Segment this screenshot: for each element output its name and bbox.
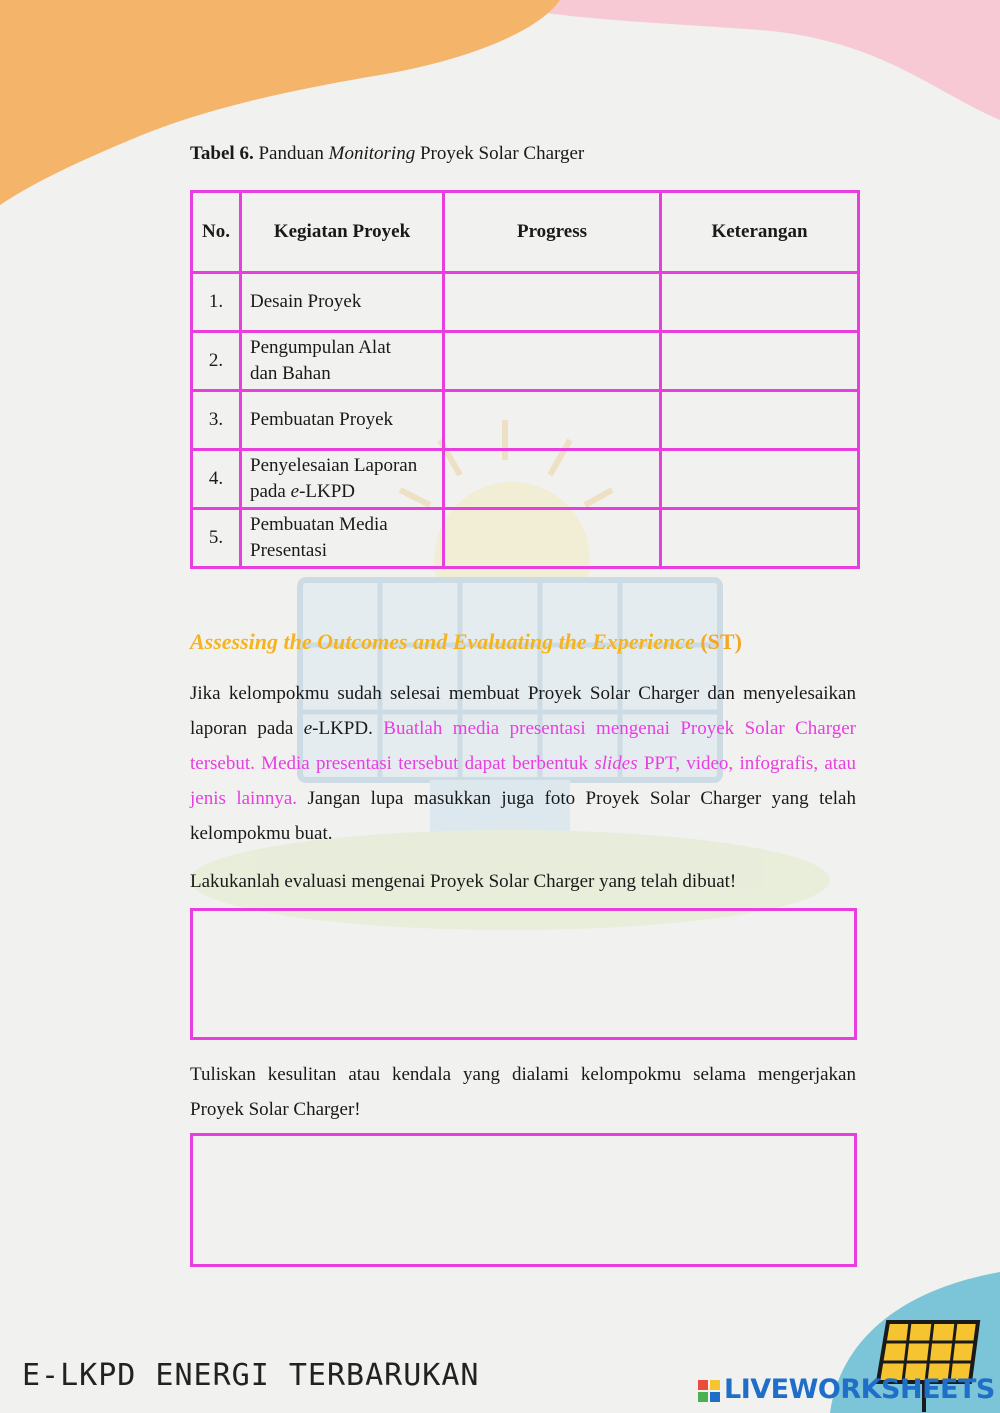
evaluation-answer-box[interactable] <box>190 908 857 1040</box>
progress-cell[interactable] <box>444 332 661 391</box>
kegiatan-line2-italic: e <box>290 481 300 502</box>
row-kegiatan <box>241 332 444 391</box>
kegiatan-line1: Pengumpulan Alat <box>250 337 391 358</box>
keterangan-cell[interactable] <box>661 450 859 509</box>
table-row <box>192 332 859 391</box>
kegiatan-line2-post: -LKPD <box>299 481 356 502</box>
kegiatan-line2: Presentasi <box>250 540 328 561</box>
paragraph-pink-1: Buatlah media presentasi mengenai Proyek Solar Charger tersebut. Media presentasi tersebut dapat berbentuk <box>190 718 856 774</box>
row-kegiatan: Desain Proyek <box>241 273 444 332</box>
paragraph-text-3: Jangan lupa masukkan juga foto Proyek Solar Charger yang telah kelompokmu buat. <box>190 788 856 844</box>
footer-title: E-LKPD ENERGI TERBARUKAN <box>22 1358 480 1393</box>
progress-cell[interactable] <box>444 509 661 568</box>
row-kegiatan <box>241 450 444 509</box>
header-keterangan: Keterangan <box>661 192 859 273</box>
row-no: 4. <box>192 450 241 509</box>
table-row <box>192 509 859 568</box>
row-no: 1. <box>192 273 241 332</box>
row-kegiatan: Pembuatan Proyek <box>241 391 444 450</box>
keterangan-cell[interactable] <box>661 273 859 332</box>
difficulties-prompt: Tuliskan kesulitan atau kendala yang dialami kelompokmu selama mengerjakan Proyek Solar Charger! <box>190 1064 856 1120</box>
keterangan-cell[interactable] <box>661 332 859 391</box>
section-heading-suffix: (ST) <box>700 629 742 654</box>
kegiatan-line1: Penyelesaian Laporan <box>250 455 418 476</box>
difficulties-answer-box[interactable] <box>190 1133 857 1267</box>
table-row <box>192 273 859 332</box>
kegiatan-line2: dan Bahan <box>250 363 331 384</box>
paragraph-pink-2: PPT, video, infografis, atau jenis lainnya. <box>190 753 856 809</box>
liveworksheets-brand[interactable]: LIVEWORKSHEETS <box>724 1374 995 1405</box>
paragraph-italic-e: e <box>303 718 313 739</box>
table-header-row <box>192 192 859 273</box>
header-kegiatan: Kegiatan Proyek <box>241 192 444 273</box>
keterangan-cell[interactable] <box>661 391 859 450</box>
table-row <box>192 391 859 450</box>
caption-italic: Monitoring <box>328 143 416 164</box>
progress-cell[interactable] <box>444 450 661 509</box>
paragraph-pink-italic: slides <box>594 753 638 774</box>
kegiatan-line2-pre: pada <box>250 481 291 502</box>
progress-cell[interactable] <box>444 273 661 332</box>
row-no: 5. <box>192 509 241 568</box>
section-heading <box>190 628 742 656</box>
kegiatan-line1: Pembuatan Media <box>250 514 388 535</box>
row-no: 3. <box>192 391 241 450</box>
caption-label: Tabel 6. <box>190 143 254 164</box>
caption-pre: Panduan <box>258 143 324 164</box>
paragraph-text-2: -LKPD. <box>312 718 384 739</box>
section-heading-text: Assessing the Outcomes and Evaluating the Experience <box>190 629 695 654</box>
header-no: No. <box>192 192 241 273</box>
header-progress: Progress <box>444 192 661 273</box>
instruction-paragraph <box>190 676 856 851</box>
row-no: 2. <box>192 332 241 391</box>
keterangan-cell[interactable] <box>661 509 859 568</box>
caption-post: Proyek Solar Charger <box>419 143 585 164</box>
progress-cell[interactable] <box>444 391 661 450</box>
table-row <box>192 450 859 509</box>
table-caption <box>190 142 584 166</box>
liveworksheets-logo-icon <box>698 1380 720 1402</box>
paragraph-text-1: Jika kelompokmu sudah selesai membuat Proyek Solar Charger dan menyelesaikan laporan pada <box>190 683 856 739</box>
monitoring-table <box>190 190 860 569</box>
evaluation-prompt: Lakukanlah evaluasi mengenai Proyek Solar Charger yang telah dibuat! <box>190 871 737 892</box>
row-kegiatan <box>241 509 444 568</box>
